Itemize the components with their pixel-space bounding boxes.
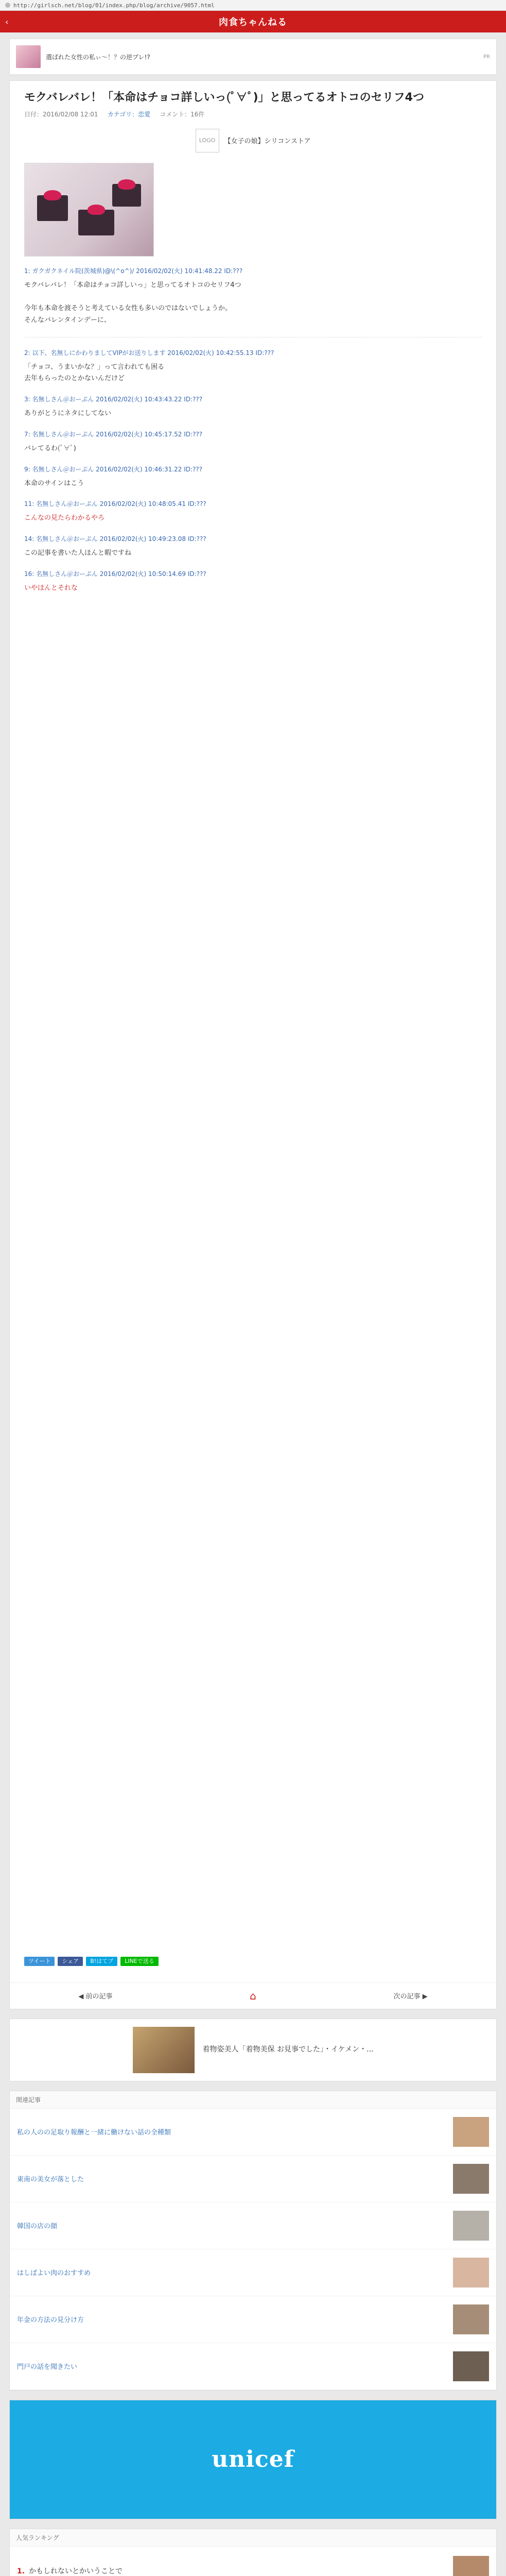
list-item-title[interactable]: はしばよい肉のおすすめ [17,2269,91,2278]
post-body: バレてるわ(ﾟ∀ﾟ) [24,444,76,452]
post-header: 16: 名無しさん＠おーぷん 2016/02/02(火) 10:50:14.69 ID:??? [24,570,206,578]
article-meta [24,110,482,118]
article-pager [10,1982,496,2009]
promo-text[interactable]: 【女子の娘】シリコンストア [224,138,311,146]
post [24,499,482,524]
post-header: 1: ガクガクネイル院(茨城県)@\(^o^)/ 2016/02/02(火) 10:41:48.22 ID:??? [24,267,243,275]
list-item-thumbnail[interactable] [453,2351,489,2381]
gift-bow [44,190,61,200]
post [24,534,482,560]
ranking-item-title[interactable]: かもしれないとかいうことで [29,2567,123,2575]
ranking-section-label: 人気ランキング [10,2529,496,2547]
list-item-title[interactable]: 私の人のの足取り報酬と一緒に働けない話の全種類 [17,2129,171,2137]
post [24,348,482,385]
share-buttons [24,1957,482,1966]
url-text[interactable]: http://girlsch.net/blog/01/index.php/blog/archive/9057.html [13,2,215,9]
post [24,266,482,327]
prev-article-link[interactable]: ◀ 前の記事 [78,1993,113,2001]
post-body: 本命のサインはこう [24,479,84,487]
post-body: ありがとうにネタにしてない [24,410,112,418]
tab-indicator-icon [5,3,10,8]
related-ad-image[interactable] [133,2027,195,2073]
gift-bow [88,205,105,215]
list-item-thumbnail[interactable] [453,2304,489,2334]
ad-label: PR [483,54,490,60]
list-item-thumbnail[interactable] [453,2556,489,2576]
related-ad-text[interactable]: 着物姿美人「着物美保 お見事でした」・イケメン・... [202,2045,374,2054]
next-article-link[interactable]: 次の記事 ▶ [393,1993,428,2001]
list-item[interactable] [10,2249,496,2296]
list-item-title[interactable]: 韓国の店の顔 [17,2223,58,2231]
hatena-bookmark-button[interactable]: B!はてブ [86,1957,117,1966]
article-category[interactable]: カテゴリ：恋愛 [107,110,151,118]
post-header: 11: 名無しさん＠おーぷん 2016/02/02(火) 10:48:05.41 ID:??? [24,500,206,508]
article-continued [24,604,482,1943]
related-list [9,2091,497,2391]
post-header: 3: 名無しさん＠おーぷん 2016/02/02(火) 10:43:43.22 ID:??? [24,396,203,403]
post-header: 7: 名無しさん＠おーぷん 2016/02/02(火) 10:45:17.52 ID:??? [24,430,203,438]
ad-thumbnail[interactable] [16,45,41,68]
post-body: この記事を書いた人ほんと暇ですね [24,549,132,557]
browser-bar [0,0,506,11]
post-header: 2: 以下、名無しにかわりましてVIPがお送りします 2016/02/02(火) 10:42:55.13 ID:??? [24,349,274,357]
list-item[interactable] [10,2296,496,2343]
facebook-share-button[interactable]: シェア [58,1957,83,1966]
site-header [0,11,506,32]
list-item[interactable] [10,2202,496,2249]
post [24,394,482,420]
top-ad[interactable] [9,39,497,75]
post-body: モクバレバレ！「本命はチョコ詳しいっ」と思ってるオトコのセリフ4つ 今年も本命を渡そうと考えている女性も多いのではないでしょうか。 そんなバレンタインデーに、 [24,281,241,324]
list-item-title[interactable]: 門戸の話を聞きたい [17,2363,78,2371]
list-item[interactable] [10,2109,496,2156]
hero-image [24,163,154,257]
back-arrow-icon[interactable]: ‹ [5,16,9,27]
post [24,569,482,595]
list-item[interactable] [10,2343,496,2390]
article-card [9,80,497,2009]
related-section-label: 関連記事 [10,2091,496,2109]
list-item[interactable]: 1. かもしれないとかいうことで [10,2547,496,2576]
post [24,464,482,490]
ranking-list [9,2529,497,2576]
list-item-thumbnail[interactable] [453,2164,489,2194]
post-header: 14: 名無しさん＠おーぷん 2016/02/02(火) 10:49:23.08 ID:??? [24,535,206,543]
post-body: いやほんとそれな [24,584,78,592]
article-title: モクバレバレ！「本命はチョコ詳しいっ(ﾟ∀ﾟ)」と思ってるオトコのセリフ4つ [24,91,424,104]
related-ad[interactable] [9,2019,497,2081]
site-logo[interactable]: 肉食ちゃんねる [219,17,287,28]
list-item-thumbnail[interactable] [453,2258,489,2287]
article-date: 日付：2016/02/08 12:01 [24,110,98,118]
posts-list [24,266,482,595]
post-body: こんなの見たらわかるやろ [24,514,105,522]
promo-block[interactable] [24,129,482,152]
line-share-button[interactable]: LINEで送る [120,1957,159,1966]
list-item-title[interactable]: 年金の方法の見分け方 [17,2316,84,2325]
article-comments[interactable]: コメント：16件 [160,110,205,118]
list-item-thumbnail[interactable] [453,2211,489,2241]
list-item[interactable] [10,2156,496,2202]
post-body: 「チョコ、うまいかな？」って言われても困る 去年もらったのとかないんだけど [24,363,165,383]
promo-logo: LOGO [196,129,219,152]
post-header: 9: 名無しさん＠おーぷん 2016/02/02(火) 10:46:31.22 ID:??? [24,465,203,473]
list-item-title[interactable]: 東南の美女が落とした [17,2176,84,2184]
gift-bow [118,179,135,190]
list-item-thumbnail[interactable] [453,2117,489,2147]
home-icon[interactable]: ⌂ [250,1989,256,2002]
twitter-share-button[interactable]: ツイート [24,1957,55,1966]
unicef-banner[interactable] [9,2400,497,2519]
ad-text[interactable]: 選ばれた女性の私ぃ〜！？の逆プレ!? [46,53,150,61]
unicef-logo[interactable]: unicef [212,2446,294,2473]
post [24,429,482,455]
